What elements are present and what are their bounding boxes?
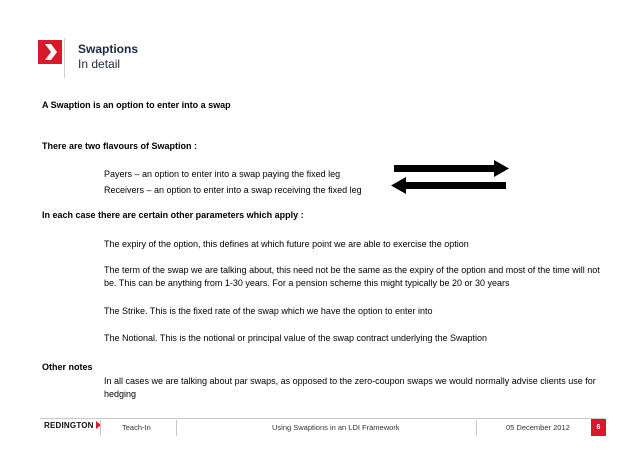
term-text: The term of the swap we are talking about, this need not be the same as the expiry of the option and most of the time will not be. This can be anything from 1-30 years. For a pension scheme this might typically be 20 or 30 years bbox=[104, 265, 600, 288]
receivers-text: Receivers – an option to enter into a swap receiving the fixed leg bbox=[104, 185, 362, 195]
footer-section: Teach-In bbox=[122, 423, 151, 432]
footer-separator bbox=[176, 420, 177, 436]
page-subtitle: In detail bbox=[78, 57, 121, 71]
footer-date: 05 December 2012 bbox=[506, 423, 570, 432]
footer-doc-title: Using Swaptions in an LDI Framework bbox=[272, 423, 400, 432]
other-notes-heading: Other notes bbox=[42, 362, 93, 372]
intro-text: A Swaption is an option to enter into a swap bbox=[42, 100, 231, 110]
title-divider bbox=[64, 38, 65, 78]
notional-text: The Notional. This is the notional or principal value of the swap contract underlying the Swaption bbox=[104, 333, 488, 343]
swap-direction-arrows bbox=[390, 158, 510, 196]
footer-separator bbox=[100, 420, 101, 436]
page-title: Swaptions bbox=[78, 42, 139, 56]
strike-text: The Strike. This is the fixed rate of the swap which we have the option to enter into bbox=[104, 306, 433, 316]
arrow-right-icon bbox=[394, 160, 509, 177]
arrow-left-icon bbox=[391, 177, 506, 194]
expiry-text: The expiry of the option, this defines at which future point we are able to exercise the option bbox=[104, 239, 469, 249]
payers-text: Payers – an option to enter into a swap paying the fixed leg bbox=[104, 169, 341, 179]
params-heading: In each case there are certain other parameters which apply : bbox=[42, 210, 304, 220]
flavours-heading: There are two flavours of Swaption : bbox=[42, 141, 198, 151]
redington-chevron-logo bbox=[38, 40, 62, 64]
footer-brand bbox=[44, 421, 101, 430]
page-number: 6 bbox=[591, 419, 606, 436]
footer-brand-text: REDINGTON bbox=[44, 421, 94, 430]
footer-divider bbox=[40, 418, 605, 419]
other-notes-text: In all cases we are talking about par swaps, as opposed to the zero-coupon swaps we would normally advise clients use for hedging bbox=[104, 376, 596, 399]
footer-separator bbox=[476, 420, 477, 436]
